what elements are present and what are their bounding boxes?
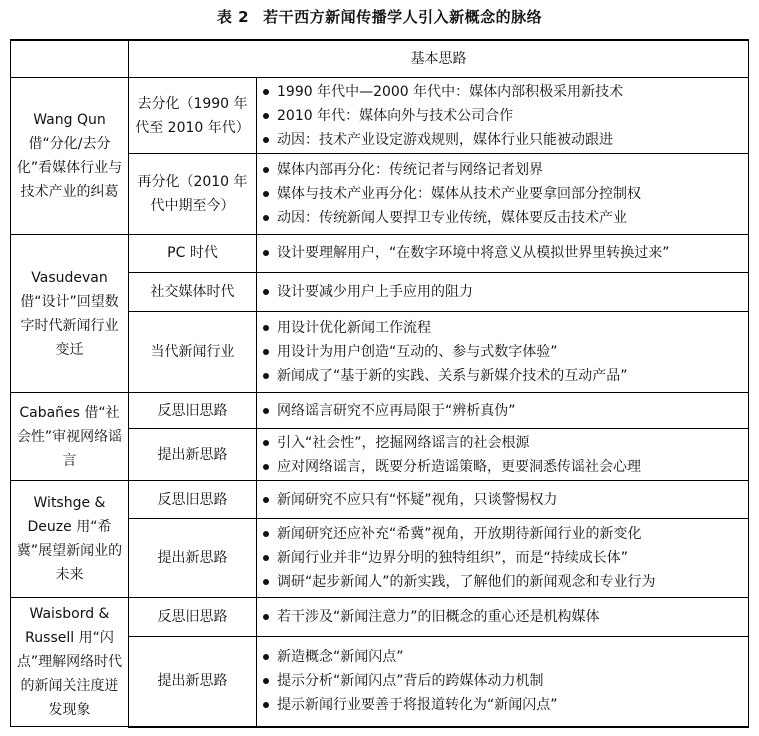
scholar-cell: Wang Qun 借“分化/去分化”看媒体行业与技术产业的纠葛 bbox=[11, 78, 129, 235]
phase-cell: 当代新闻行业 bbox=[129, 311, 257, 392]
point-text: 网络谣言研究不应再局限于“辨析真伪” bbox=[277, 402, 516, 419]
point-text: 提示新闻行业要善于将报道转化为“新闻闪点” bbox=[277, 697, 558, 714]
phase-cell: 提出新思路 bbox=[129, 637, 257, 727]
bullet-icon bbox=[263, 250, 269, 256]
phase-cell: 提出新思路 bbox=[129, 519, 257, 598]
bullet-icon bbox=[263, 579, 269, 585]
bullet-icon bbox=[263, 373, 269, 379]
bullet-icon bbox=[263, 614, 269, 620]
table-row bbox=[11, 235, 749, 273]
point-item bbox=[261, 206, 744, 230]
table-row bbox=[11, 393, 749, 429]
point-item bbox=[261, 182, 744, 206]
point-text: 动因：传统新闻人要捍卫专业传统，媒体要反击技术产业 bbox=[277, 210, 627, 227]
concept-table bbox=[10, 39, 749, 728]
point-text: 新闻研究还应补充“希冀”视角，开放期待新闻行业的新变化 bbox=[277, 526, 642, 543]
bullet-icon bbox=[263, 89, 269, 95]
point-text: 新闻研究不应只有“怀疑”视角，只谈警惕权力 bbox=[277, 491, 558, 508]
point-item bbox=[261, 280, 744, 304]
point-text: 新造概念“新闻闪点” bbox=[277, 649, 404, 666]
point-item bbox=[261, 693, 744, 717]
point-text: 用设计优化新闻工作流程 bbox=[277, 319, 431, 336]
point-item bbox=[261, 522, 744, 546]
points-cell bbox=[257, 429, 749, 481]
scholar-cell: Waisbord & Russell 用“闪点”理解网络时代的新闻关注度迸发现象 bbox=[11, 598, 129, 727]
points-cell bbox=[257, 393, 749, 429]
point-text: 动因：技术产业设定游戏规则，媒体行业只能被动跟进 bbox=[277, 131, 613, 148]
point-item bbox=[261, 80, 744, 104]
table-row bbox=[11, 78, 749, 154]
point-item bbox=[261, 669, 744, 693]
point-text: 新闻成了“基于新的实践、关系与新媒介技术的互动产品” bbox=[277, 367, 628, 384]
table-title: 若干西方新闻传播学人引入新概念的脉络 bbox=[263, 8, 543, 26]
bullet-icon bbox=[263, 654, 269, 660]
point-text: 应对网络谣言，既要分析造谣策略，更要洞悉传谣社会心理 bbox=[277, 458, 641, 475]
bullet-icon bbox=[263, 191, 269, 197]
point-item bbox=[261, 128, 744, 152]
point-item bbox=[261, 158, 744, 182]
bullet-icon bbox=[263, 497, 269, 503]
point-text: 媒体内部再分化：传统记者与网络记者划界 bbox=[277, 162, 543, 179]
point-text: 设计要减少用户上手应用的阻力 bbox=[277, 283, 473, 300]
point-item bbox=[261, 104, 744, 128]
bullet-icon bbox=[263, 215, 269, 221]
point-text: 设计要理解用户，“在数字环境中将意义从模拟世界里转换过来” bbox=[277, 245, 670, 262]
bullet-icon bbox=[263, 289, 269, 295]
points-cell bbox=[257, 272, 749, 311]
point-text: 提示分析“新闻闪点”背后的跨媒体动力机制 bbox=[277, 673, 544, 690]
point-text: 调研“起步新闻人”的新实践，了解他们的新闻观念和专业行为 bbox=[277, 574, 656, 591]
bullet-icon bbox=[263, 349, 269, 355]
point-item bbox=[261, 340, 744, 364]
points-cell bbox=[257, 519, 749, 598]
point-text: 新闻行业并非“边界分明的独特组织”，而是“持续成长体” bbox=[277, 550, 629, 567]
phase-cell: 反思旧思路 bbox=[129, 598, 257, 637]
point-item bbox=[261, 546, 744, 570]
points-cell bbox=[257, 154, 749, 235]
table-row bbox=[11, 481, 749, 519]
scholar-cell: Witshge & Deuze 用“希冀”展望新闻业的未来 bbox=[11, 481, 129, 598]
phase-cell: 反思旧思路 bbox=[129, 393, 257, 429]
scholar-cell: Cabañes 借“社会性”审视网络谣言 bbox=[11, 393, 129, 481]
phase-cell: 去分化（1990 年代至 2010 年代） bbox=[129, 78, 257, 154]
bullet-icon bbox=[263, 678, 269, 684]
point-item bbox=[261, 364, 744, 388]
point-text: 2010 年代：媒体向外与技术公司合作 bbox=[277, 107, 514, 124]
point-item bbox=[261, 455, 744, 479]
point-item bbox=[261, 570, 744, 594]
point-text: 引入“社会性”，挖掘网络谣言的社会根源 bbox=[277, 434, 530, 451]
bullet-icon bbox=[263, 531, 269, 537]
points-cell bbox=[257, 311, 749, 392]
phase-cell: 提出新思路 bbox=[129, 429, 257, 481]
table-row bbox=[11, 598, 749, 637]
phase-cell: 再分化（2010 年代中期至今） bbox=[129, 154, 257, 235]
points-cell bbox=[257, 598, 749, 637]
bullet-icon bbox=[263, 408, 269, 414]
point-text: 1990 年代中—2000 年代中：媒体内部积极采用新技术 bbox=[277, 83, 624, 100]
points-cell bbox=[257, 637, 749, 727]
header-ideas-cell: 基本思路 bbox=[129, 40, 749, 78]
bullet-icon bbox=[263, 113, 269, 119]
point-item bbox=[261, 399, 744, 423]
bullet-icon bbox=[263, 702, 269, 708]
table-caption bbox=[0, 6, 759, 27]
phase-cell: 反思旧思路 bbox=[129, 481, 257, 519]
point-text: 媒体与技术产业再分化：媒体从技术产业要拿回部分控制权 bbox=[277, 186, 641, 203]
point-text: 用设计为用户创造“互动的、参与式数字体验” bbox=[277, 343, 558, 360]
header-blank-cell bbox=[11, 40, 129, 78]
point-item bbox=[261, 488, 744, 512]
point-item bbox=[261, 645, 744, 669]
phase-cell: PC 时代 bbox=[129, 235, 257, 273]
bullet-icon bbox=[263, 167, 269, 173]
point-item bbox=[261, 431, 744, 455]
points-cell bbox=[257, 235, 749, 273]
point-item bbox=[261, 605, 744, 629]
bullet-icon bbox=[263, 555, 269, 561]
bullet-icon bbox=[263, 137, 269, 143]
bullet-icon bbox=[263, 325, 269, 331]
point-item bbox=[261, 316, 744, 340]
bullet-icon bbox=[263, 440, 269, 446]
header-row bbox=[11, 40, 749, 78]
points-cell bbox=[257, 78, 749, 154]
point-item bbox=[261, 241, 744, 265]
point-text: 若干涉及“新闻注意力”的旧概念的重心还是机构媒体 bbox=[277, 609, 600, 626]
phase-cell: 社交媒体时代 bbox=[129, 272, 257, 311]
scholar-cell: Vasudevan 借“设计”回望数字时代新闻行业变迁 bbox=[11, 235, 129, 393]
bullet-icon bbox=[263, 464, 269, 470]
points-cell bbox=[257, 481, 749, 519]
table-number: 表 2 bbox=[216, 8, 250, 26]
